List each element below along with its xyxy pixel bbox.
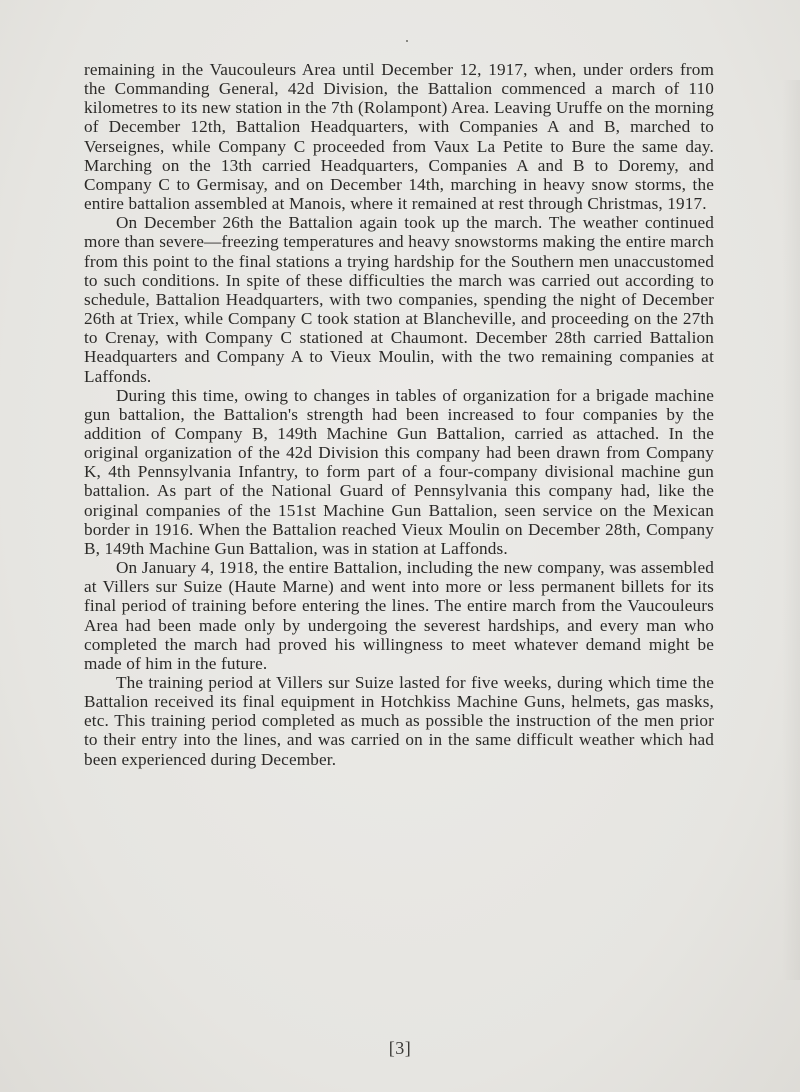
paper-speck <box>406 40 408 42</box>
paragraph-5: The training period at Villers sur Suize lasted for five weeks, during which time the Battalion received its final equipment in Hotchkiss Machine Guns, helmets, gas masks, etc. This training period completed as much as possible the instruction of the men prior to their entry into the lines, and was carried on in the same difficult weather which had been experienced during December. <box>84 673 714 769</box>
body-text <box>84 60 714 769</box>
page-number: [3] <box>388 1038 412 1058</box>
paragraph-2: On December 26th the Battalion again took up the march. The weather continued more than severe—freezing temperatures and heavy snowstorms making the entire march from this point to the final stations a trying hardship for the Southern men unaccustomed to such conditions. In spite of these difficulties the march was carried out according to schedule, Battalion Headquarters, with two companies, spending the night of December 26th at Triex, while Company C took station at Blancheville, and proceeding on the 27th to Crenay, with Company C stationed at Chaumont. December 28th carried Battalion Headquarters and Company A to Vieux Moulin, with the two remaining companies at Laffonds. <box>84 213 714 386</box>
paragraph-3: During this time, owing to changes in tables of organization for a brigade machine gun battalion, the Battalion's strength had been increased to four companies by the addition of Company B, 149th Machine Gun Battalion, carried as attached. In the original organization of the 42d Division this company had been drawn from Company K, 4th Pennsylvania Infantry, to form part of a four-company divisional machine gun battalion. As part of the National Guard of Pennsylvania this company had, like the original companies of the 151st Machine Gun Battalion, seen service on the Mexican border in 1916. When the Battalion reached Vieux Moulin on December 28th, Company B, 149th Machine Gun Battalion, was in station at Laffonds. <box>84 385 714 558</box>
paragraph-1: remaining in the Vaucouleurs Area until December 12, 1917, when, under orders from the Commanding General, 42d Division, the Battalion commenced a march of 110 kilometres to its new station in the 7th (Rolampont) Area. Leaving Uruffe on the morning of December 12th, Battalion Headquarters, with Companies A and B, marched to Verseignes, while Company C proceeded from Vaux La Petite to Bure the same day. Marching on the 13th carried Headquarters, Companies A and B to Doremy, and Company C to Germisay, and on December 14th, marching in heavy snow storms, the entire battalion assembled at Manois, where it remained at rest through Christmas, 1917. <box>84 60 714 214</box>
page-edge-shadow <box>782 80 800 980</box>
paragraph-4: On January 4, 1918, the entire Battalion, including the new company, was assembled at Villers sur Suize (Haute Marne) and went into more or less permanent billets for its final period of training before entering the lines. The entire march from the Vaucouleurs Area had been made only by undergoing the severest hardships, and every man who completed the march had proved his willingness to meet whatever demand might be made of him in the future. <box>84 558 714 673</box>
